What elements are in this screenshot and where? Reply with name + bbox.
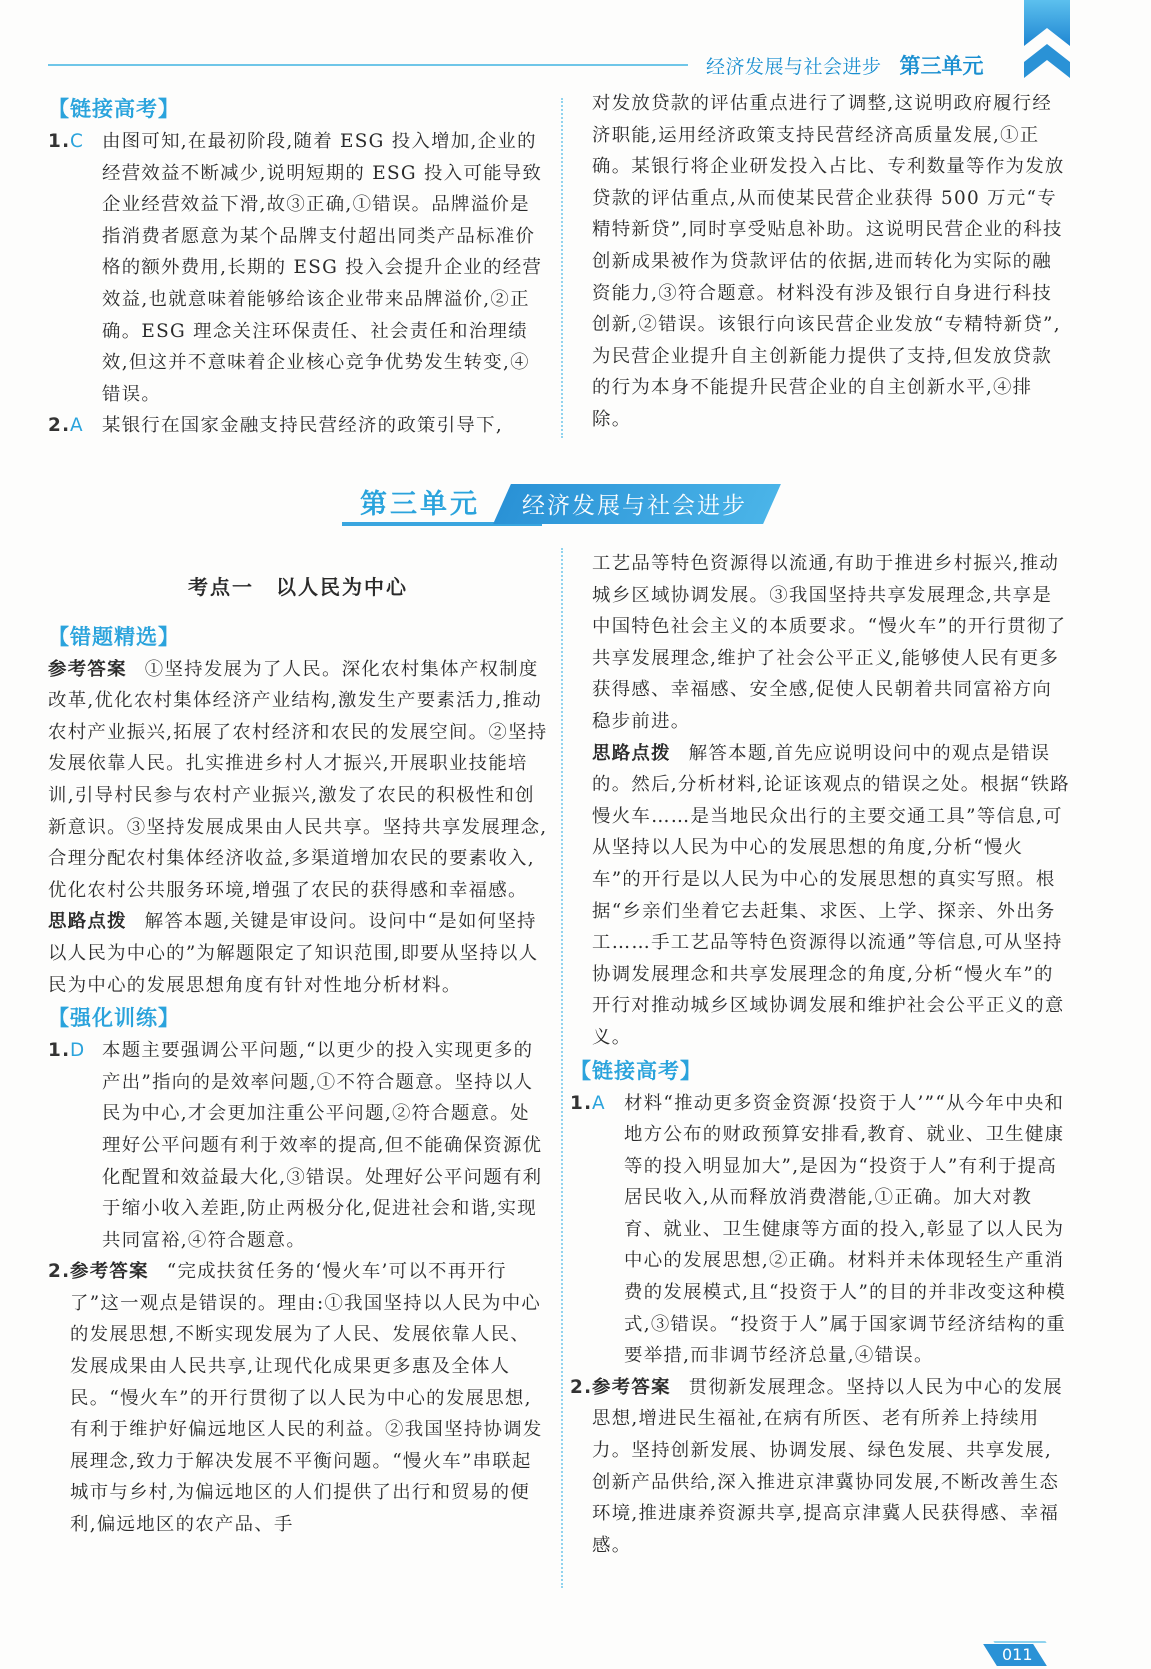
- kaodian-title: 考点一 以人民为中心: [188, 575, 408, 599]
- top-left-column: [48, 92, 548, 442]
- answer-item: [48, 126, 548, 410]
- answer-text: “完成扶贫任务的‘慢火车’可以不再开行了”这一观点是错误的。理由:①我国坚持以人民为中心的发展思想,不断实现发展为了人民、发展依靠人民、发展成果由人民共享,让现代化成果更多惠及全体人民。“慢火车”的开行贯彻了以人民为中心的发展思想,有利于维护好偏远地区人民的利益。②我国坚持协调发展理念,致力于解决发展不平衡问题。“慢火车”串联起城市与乡村,为偏远地区的人们提供了出行和贸易的便利,偏远地区的农产品、手: [70, 1261, 543, 1536]
- answer-text: 本题主要强调公平问题,“以更少的投入实现更多的产出”指向的是效率问题,①不符合题意。坚持以人民为中心,才会更加注重公平问题,②符合题意。处理好公平问题有利于效率的提高,但不能确保资源优化配置和效益最大化,③错误。处理好公平问题有利于缩小收入差距,防止两极分化,促进社会和谐,实现共同富裕,④符合题意。: [102, 1040, 543, 1251]
- top-right-column: [592, 88, 1070, 436]
- unit-subtitle: 经济发展与社会进步: [522, 493, 747, 519]
- reference-answer-label: 参考答案: [48, 658, 127, 680]
- reference-answer: [48, 654, 548, 907]
- header-rule: [48, 64, 688, 66]
- answer-item: [48, 1256, 548, 1540]
- reference-answer-text: ①坚持发展为了人民。深化农村集体产权制度改革,优化农村集体经济产业结构,激发生产要素活力,推动农村产业振兴,拓展了农村经济和农民的发展空间。②坚持发展依靠人民。扎实推进乡村人才振兴,开展职业技能培训,引导村民参与农村产业振兴,激发了农民的积极性和创新意识。③坚持发展成果由人民共享。坚持共享发展理念,合理分配农村集体经济收益,多渠道增加农民的要素收入,优化农村公共服务环境,增强了农民的获得感和幸福感。: [48, 658, 548, 901]
- hint-block: [48, 906, 548, 1001]
- page-number: 011: [1002, 1645, 1033, 1664]
- right-column: [570, 548, 1070, 1561]
- running-header: [706, 50, 984, 80]
- answer-letter: C: [70, 131, 85, 152]
- reference-answer-label: 参考答案: [70, 1261, 149, 1283]
- answer-item: [48, 1035, 548, 1256]
- answer-item: [570, 1372, 1070, 1562]
- hint-label: 思路点拨: [48, 911, 127, 933]
- item-number: 1.: [570, 1092, 593, 1114]
- answer-text: 由图可知,在最初阶段,随着 ESG 投入增加,企业的经营效益不断减少,说明短期的 ESG 投入可能导致企业经营效益下滑,故③正确,①错误。品牌溢价是指消费者愿意为某个品牌支付超出同类产品标准价格的额外费用,长期的 ESG 投入会提升企业的经营效益,也就意味着能够给该企业带来品牌溢价,②正确。ESG 理念关注环保责任、社会责任和治理绩效,但这并不意味着企业核心竞争优势发生转变,④错误。: [102, 131, 543, 405]
- answer-text: 材料“推动更多资金资源‘投资于人’”“从今年中央和地方公布的财政预算安排看,教育、就业、卫生健康等的投入明显加大”,是因为“投资于人”有利于提高居民收入,从而释放消费潜能,①正确。加大对教育、就业、卫生健康等方面的投入,彰显了以人民为中心的发展思想,②正确。材料并未体现轻生产重消费的发展模式,且“投资于人”的目的并非改变这种模式,③错误。“投资于人”属于国家调节经济结构的重要举措,而非调节经济总量,④错误。: [624, 1092, 1067, 1367]
- unit-title: 第三单元: [360, 489, 480, 520]
- section-heading-lianjie-gaokao: 【链接高考】: [570, 1058, 702, 1083]
- header-subtitle: 经济发展与社会进步: [706, 56, 882, 78]
- reference-answer-label: 参考答案: [592, 1376, 671, 1398]
- section-heading-lianjie-gaokao: 【链接高考】: [48, 97, 180, 121]
- answer-text: 贯彻新发展理念。坚持以人民为中心的发展思想,增进民生福祉,在病有所医、老有所养上持续用力。坚持创新发展、协调发展、绿色发展、共享发展,创新产品供给,深入推进京津冀协同发展,不断改善生态环境,推进康养资源共享,提高京津冀人民获得感、幸福感。: [592, 1376, 1063, 1556]
- answer-item: [570, 1088, 1070, 1372]
- item-number: 2.: [48, 415, 71, 437]
- unit-banner: [342, 480, 782, 528]
- answer-letter: A: [70, 415, 84, 437]
- page-number-badge: [990, 1644, 1048, 1666]
- section-heading-qianghua-xunlian: 【强化训练】: [48, 1006, 180, 1031]
- hint-text: 解答本题,关键是审设问。设问中“是如何坚持以人民为中心的”为解题限定了知识范围,即要从坚持以人民为中心的发展思想角度有针对性地分析材料。: [48, 911, 539, 996]
- hint-text: 解答本题,首先应说明设问中的观点是错误的。然后,分析材料,论证该观点的错误之处。根据“铁路慢火车……是当地民众出行的主要交通工具”等信息,可从坚持以人民为中心的发展思想的角度,分析“慢火车”的开行是以人民为中心的发展思想的真实写照。根据“乡亲们坐着它去赶集、求医、上学、探亲、外出务工……手工艺品等特色资源得以流通”等信息,可从坚持协调发展理念和共享发展理念的角度,分析“慢火车”的开行对推动城乡区域协调发展和维护社会公平正义的意义。: [592, 742, 1070, 1048]
- item-number: 1.: [48, 1040, 71, 1062]
- header-unit: 第三单元: [899, 54, 984, 78]
- hint-label: 思路点拨: [592, 742, 671, 764]
- answer-letter: A: [592, 1092, 606, 1114]
- answer-text: 某银行在国家金融支持民营经济的政策引导下,: [102, 415, 503, 437]
- column-divider-top: [561, 98, 563, 438]
- hint-block: [592, 738, 1070, 1054]
- answer-item: [48, 410, 548, 442]
- item-number: 1.: [48, 131, 71, 152]
- answer-letter: D: [70, 1040, 86, 1062]
- chevron-ribbon-icon: [1024, 0, 1070, 78]
- left-column: [48, 564, 548, 1541]
- item-number: 2.: [48, 1261, 71, 1283]
- section-heading-cuoti-jingxuan: 【错题精选】: [48, 624, 180, 649]
- column-divider-bottom: [561, 548, 563, 1588]
- continued-text: 对发放贷款的评估重点进行了调整,这说明政府履行经济职能,运用经济政策支持民营经济高质量发展,①正确。某银行将企业研发投入占比、专利数量等作为发放贷款的评估重点,从而使某民营企业获得 500 万元“专精特新贷”,同时享受贴息补助。这说明民营企业的科技创新成果被作为贷款评估的依据,进而转化为实际的融资能力,③符合题意。材料没有涉及银行自身进行科技创新,②错误。该银行向该民营企业发放“专精特新贷”,为民营企业提升自主创新能力提供了支持,但发放贷款的行为本身不能提升民营企业的自主创新水平,④排除。: [592, 93, 1065, 430]
- continued-text: 工艺品等特色资源得以流通,有助于推进乡村振兴,推动城乡区域协调发展。③我国坚持共享发展理念,共享是中国特色社会主义的本质要求。“慢火车”的开行贯彻了共享发展理念,维护了社会公平正义,能够使人民有更多获得感、幸福感、安全感,促使人民朝着共同富裕方向稳步前进。: [592, 553, 1067, 732]
- item-number: 2.: [570, 1376, 593, 1398]
- page-number-accent: [993, 1641, 1046, 1643]
